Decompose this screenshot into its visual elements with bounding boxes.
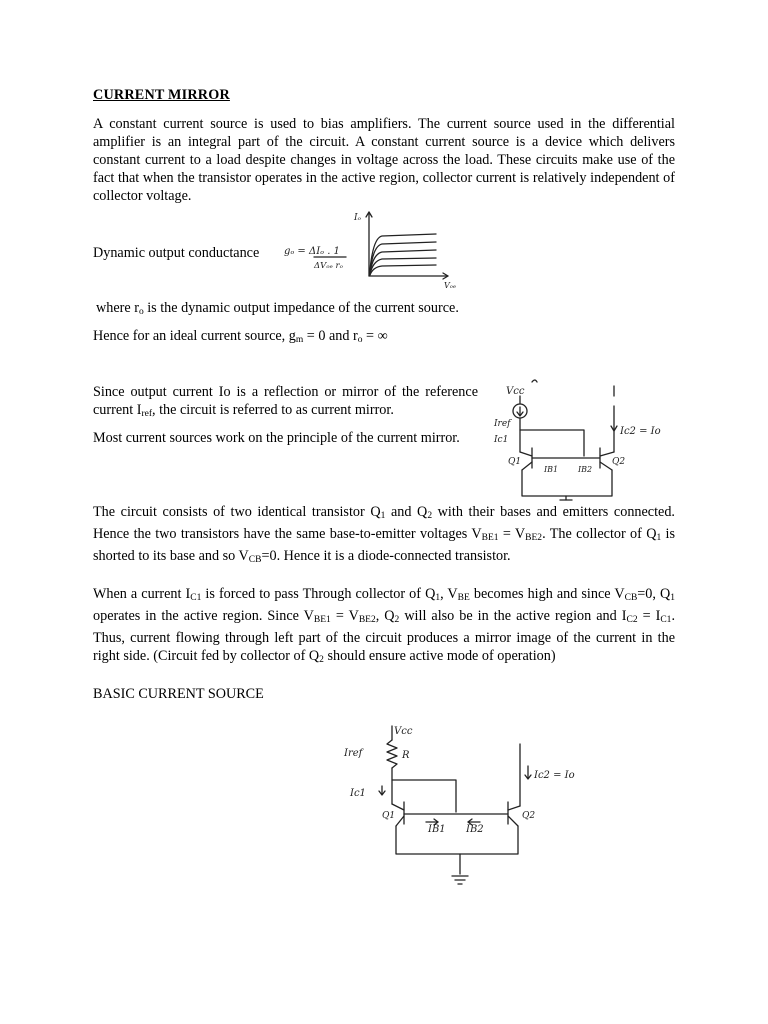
ib1-label-3: IB1 <box>428 824 446 835</box>
principle-paragraph: Most current sources work on the principle of the current mirror. <box>93 430 460 446</box>
q2-label-3: Q2 <box>522 811 536 821</box>
formula-bottom: ΔVₒₑ rₒ <box>314 261 343 271</box>
dynamic-output-label: Dynamic output conductance <box>93 245 260 261</box>
iref-label-3: Iref <box>344 748 363 759</box>
identical-transistors-paragraph: The circuit consists of two identical transistor $Q_1$ and $Q_2$ with their bases and emitters connected. Hence the two transistors have the same base-to-emitter voltages $V_{BE1} = V_{BE2}$. The collector of $Q_1$ is shorted to its base and so $V_{CB}=0$. Hence it is a diode-connected transistor. <box>93 504 676 565</box>
basic-current-source-heading: BASIC CURRENT SOURCE <box>93 686 264 702</box>
handwritten-formula <box>284 246 346 271</box>
ib1-label: IB1 <box>544 465 559 474</box>
ideal-source-line: Hence for an ideal current source, $g_m = 0$ and $r_o$ = ∞ <box>93 328 388 345</box>
vcc-label: Vcc <box>506 386 525 397</box>
resistor-icon <box>387 740 397 768</box>
ic1-label-3: Ic1 <box>350 788 366 799</box>
page-title: CURRENT MIRROR <box>93 87 230 103</box>
where-line: where $r_o$ is the dynamic output impedance of the current source. <box>96 300 459 317</box>
output-characteristic-sketch <box>284 208 464 294</box>
ib2-label: IB2 <box>578 465 593 474</box>
mirror-paragraph: Since output current Io is a reflection or mirror of the reference current $I_{ref}$, the circuit is referred to as current mirror. <box>93 384 478 419</box>
basic-current-source-sketch <box>342 720 592 892</box>
axis-y-label: Iₒ <box>354 213 362 223</box>
q1-label-3: Q1 <box>382 811 396 821</box>
axis-x-label: Vₒₑ <box>444 281 456 290</box>
q1-label: Q1 <box>508 457 522 467</box>
ic2-label-3: Ic2 = Io <box>534 770 575 781</box>
current-mirror-circuit-sketch <box>492 376 677 504</box>
q2-label: Q2 <box>612 457 626 467</box>
characteristic-curves <box>370 234 436 275</box>
iref-label: Iref <box>494 419 511 429</box>
ic2-label: Ic2 = Io <box>620 426 661 437</box>
intro-paragraph: A constant current source is used to bias amplifiers. The current source used in the differential amplifier is an integral part of the circuit. A constant current source is a device which delivers constant current to a load despite changes in voltage across the load. These circuits make use of the fact that when the transistor operates in the active region, collector current is relatively independent of collector voltage. <box>93 116 675 204</box>
ic1-label: Ic1 <box>494 435 509 445</box>
r-label: R <box>402 750 410 761</box>
vcc-label-3: Vcc <box>394 726 413 737</box>
formula-top: gₒ = ΔIₒ . 1 <box>284 246 340 257</box>
ib2-label-3: IB2 <box>466 824 484 835</box>
when-current-paragraph: When a current $I_{C1}$ is forced to pass Through collector of $Q_1$, $V_{BE}$ becomes high and since $V_{CB}=0$, $Q_1$ operates in the active region. Since $V_{BE1} = V_{BE2}$, $Q_2$ will also be in the active region and $I_{C2} = I_{C1}$. Thus, current flowing through left part of the circuit produces a mirror image of the current in the right side. (Circuit fed by collector of $Q_2$ should ensure active mode of operation) <box>93 586 675 665</box>
